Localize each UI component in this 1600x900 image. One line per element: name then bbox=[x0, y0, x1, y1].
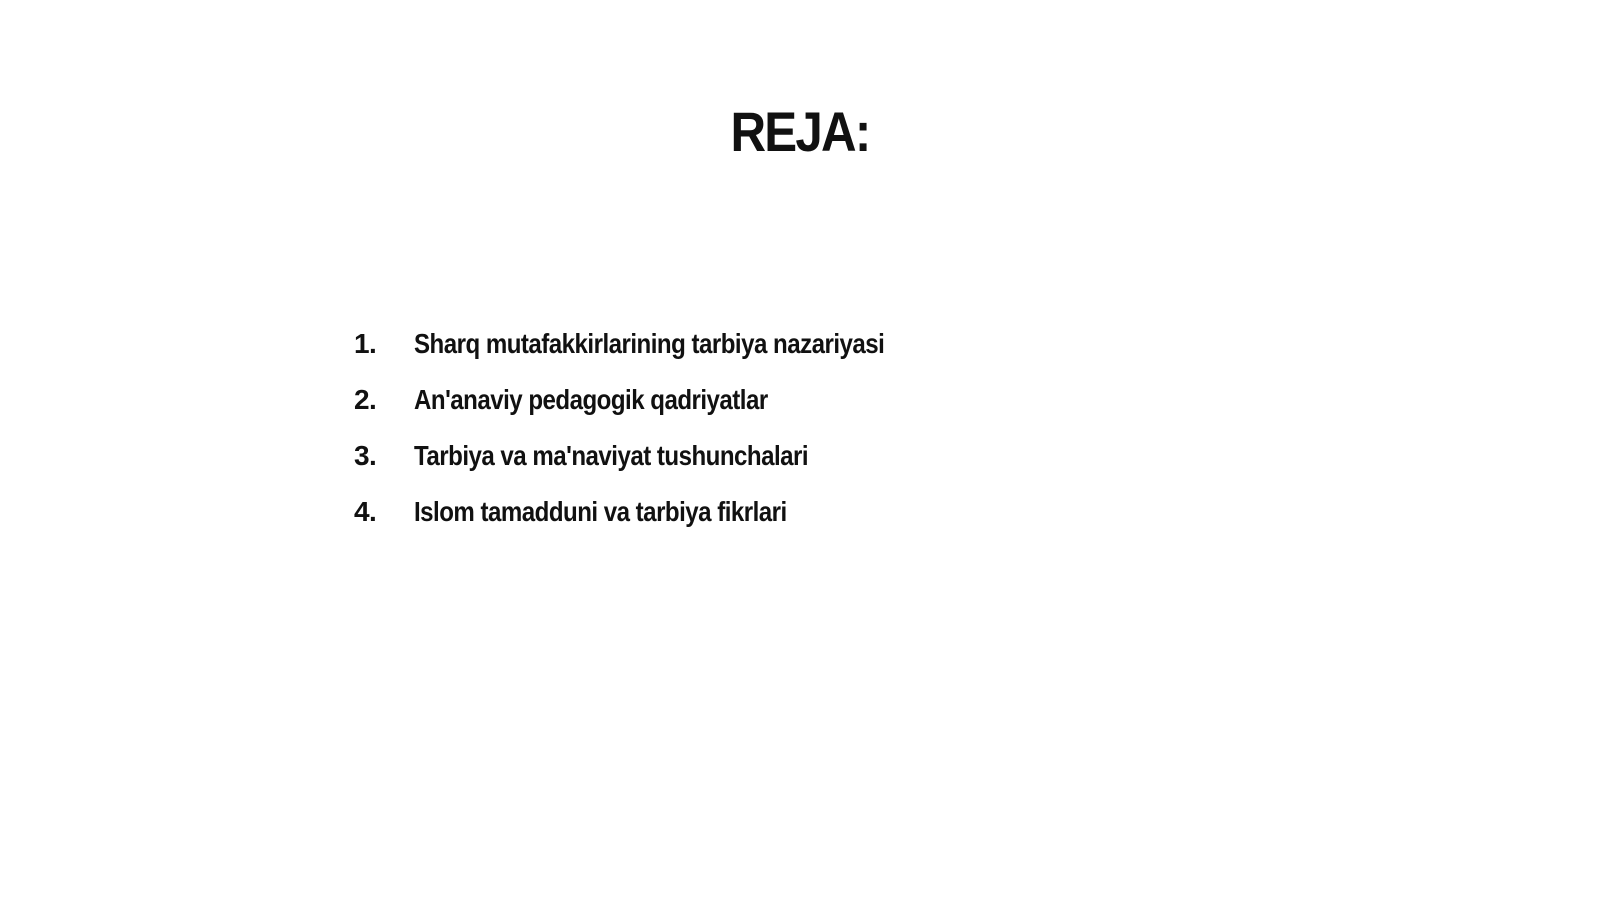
plan-item-2 bbox=[354, 384, 961, 440]
plan-item-3 bbox=[354, 440, 961, 496]
plan-item-text: Islom tamadduni va tarbiya fikrlari bbox=[414, 496, 787, 527]
plan-item-4 bbox=[354, 496, 961, 552]
plan-item-number: 4. bbox=[354, 496, 377, 527]
plan-item-number: 2. bbox=[354, 384, 377, 415]
plan-item-number: 3. bbox=[354, 440, 377, 471]
plan-item-1 bbox=[354, 328, 961, 384]
plan-item-text: Sharq mutafakkirlarining tarbiya nazariyasi bbox=[414, 328, 885, 359]
plan-list bbox=[354, 328, 961, 552]
slide-title: REJA: bbox=[730, 100, 870, 163]
plan-item-number: 1. bbox=[354, 328, 377, 359]
plan-item-text: Tarbiya va ma'naviyat tushunchalari bbox=[414, 440, 809, 471]
plan-item-text: An'anaviy pedagogik qadriyatlar bbox=[414, 384, 768, 415]
